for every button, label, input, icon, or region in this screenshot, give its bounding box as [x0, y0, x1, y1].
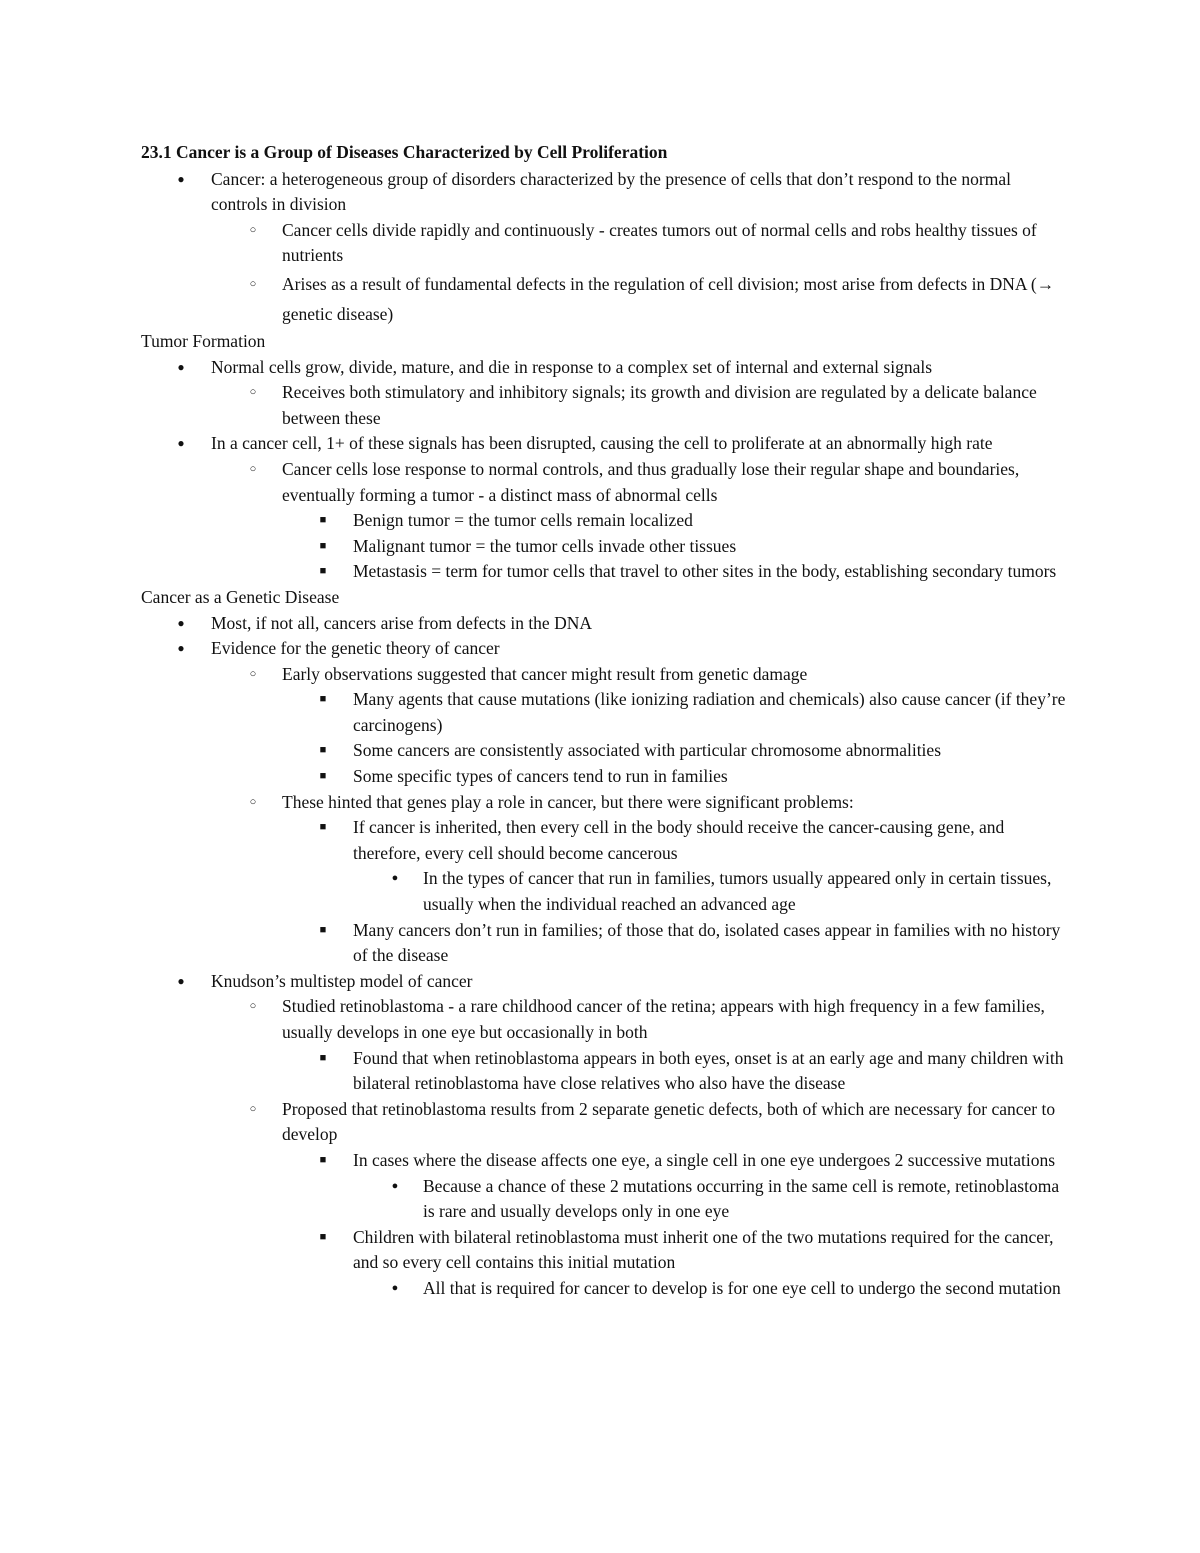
bullet-marker: ○ [249, 462, 257, 475]
intro-list [141, 167, 1071, 329]
bullet-marker: ■ [319, 1230, 327, 1243]
list-item [141, 355, 1071, 381]
list-item [141, 380, 1071, 431]
document-page [141, 140, 1071, 1302]
bullet-marker: ■ [319, 770, 327, 783]
list-item-text: In a cancer cell, 1+ of these signals has been disrupted, causing the cell to proliferate at an abnormally high rate [211, 433, 993, 454]
bullet-marker: ○ [249, 795, 257, 808]
list-item [141, 1097, 1071, 1148]
bullet-marker: ■ [319, 744, 327, 757]
list-item [141, 918, 1071, 969]
list-item-text: Benign tumor = the tumor cells remain localized [353, 510, 693, 531]
bullet-marker: ○ [249, 1000, 257, 1013]
list-item-text: Receives both stimulatory and inhibitory signals; its growth and division are regulated by a delicate balance between these [282, 382, 1037, 428]
bullet-marker: ● [177, 359, 185, 374]
list-item-text: Normal cells grow, divide, mature, and die in response to a complex set of internal and external signals [211, 356, 933, 377]
list-item [141, 738, 1071, 764]
list-item [141, 866, 1071, 917]
list-item-text: Many agents that cause mutations (like ionizing radiation and chemicals) also cause cancer (if they’re carcinogens) [353, 689, 1066, 735]
list-item-text: Cancer: a heterogeneous group of disorders characterized by the presence of cells that don’t respond to the normal controls in division [211, 168, 1012, 215]
genetic-disease-heading: Cancer as a Genetic Disease [141, 586, 340, 607]
bullet-marker: ● [177, 973, 185, 988]
list-item-text: Some cancers are consistently associated with particular chromosome abnormalities [353, 740, 942, 761]
list-item-text: Some specific types of cancers tend to run in families [353, 766, 728, 787]
bullet-marker: ■ [319, 923, 327, 936]
bullet-marker: ● [177, 436, 185, 451]
list-item-text: Knudson’s multistep model of cancer [211, 970, 473, 991]
list-item-text: Early observations suggested that cancer might result from genetic damage [282, 663, 808, 684]
bullet-marker: ■ [319, 1153, 327, 1166]
list-item [141, 764, 1071, 790]
list-item [141, 662, 1071, 688]
genetic-disease-list [141, 611, 1071, 1302]
list-item-text: Cancer cells lose response to normal controls, and thus gradually lose their regular shape and boundaries, eventually forming a tumor - a distinct mass of abnormal cells [282, 458, 1020, 505]
list-item-text: In cases where the disease affects one eye, a single cell in one eye undergoes 2 successive mutations [353, 1149, 1056, 1170]
bullet-marker: ■ [319, 565, 327, 578]
list-item-text: Proposed that retinoblastoma results from 2 separate genetic defects, both of which are necessary for cancer to develop [282, 1098, 1056, 1145]
list-item [141, 269, 1071, 329]
bullet-marker: ○ [249, 1102, 257, 1115]
list-item [141, 1276, 1071, 1302]
list-item [141, 508, 1071, 534]
list-item-text: These hinted that genes play a role in cancer, but there were significant problems: [282, 791, 854, 812]
list-item [141, 969, 1071, 995]
section-title: 23.1 Cancer is a Group of Diseases Characterized by Cell Proliferation [141, 142, 668, 162]
list-item [141, 1148, 1071, 1174]
bullet-marker: ● [391, 872, 399, 885]
list-item-text: Many cancers don’t run in families; of those that do, isolated cases appear in families with no history of the disease [353, 919, 1061, 966]
bullet-marker: ■ [319, 693, 327, 706]
list-item [141, 1225, 1071, 1276]
list-item-text: If cancer is inherited, then every cell in the body should receive the cancer-causing gene, and therefore, every cell should become cancerous [353, 817, 1005, 863]
list-item [141, 431, 1071, 457]
list-item-text: Studied retinoblastoma - a rare childhood cancer of the retina; appears with high frequency in a few families, usually develops in one eye but occasionally in both [282, 996, 1045, 1042]
bullet-marker: ■ [319, 1051, 327, 1064]
list-item-text: Evidence for the genetic theory of cancer [211, 638, 500, 659]
bullet-marker: ● [177, 171, 185, 186]
list-item [141, 534, 1071, 560]
list-item-text: Cancer cells divide rapidly and continuously - creates tumors out of normal cells and robs healthy tissues of nutrients [282, 219, 1037, 266]
list-item [141, 167, 1071, 218]
list-item [141, 457, 1071, 508]
list-item [141, 611, 1071, 637]
tumor-formation-list [141, 355, 1071, 585]
bullet-marker: ● [391, 1281, 399, 1294]
list-item [141, 687, 1071, 738]
list-item-text: Malignant tumor = the tumor cells invade other tissues [353, 535, 737, 556]
list-item [141, 636, 1071, 662]
list-item [141, 994, 1071, 1045]
bullet-marker: ● [391, 1179, 399, 1192]
list-item [141, 790, 1071, 816]
list-item-text: Children with bilateral retinoblastoma must inherit one of the two mutations required for the cancer, and so every cell contains this initial mutation [353, 1226, 1054, 1273]
bullet-marker: ■ [319, 539, 327, 552]
list-item [141, 1174, 1071, 1225]
list-item [141, 218, 1071, 269]
list-item [141, 559, 1071, 585]
list-item-text: Found that when retinoblastoma appears in both eyes, onset is at an early age and many children with bilateral retinoblastoma have close relatives who also have the disease [353, 1047, 1064, 1094]
list-item-text: All that is required for cancer to develop is for one eye cell to undergo the second mutation [423, 1277, 1061, 1298]
bullet-marker: ● [177, 641, 185, 656]
list-item [141, 1046, 1071, 1097]
bullet-marker: ■ [319, 821, 327, 834]
list-item-text: Because a chance of these 2 mutations occurring in the same cell is remote, retinoblastoma is rare and usually develops only in one eye [423, 1175, 1060, 1222]
bullet-marker: ● [177, 615, 185, 630]
tumor-formation-heading: Tumor Formation [141, 330, 266, 351]
bullet-marker: ○ [249, 386, 257, 399]
list-item [141, 815, 1071, 866]
list-item-text: Most, if not all, cancers arise from defects in the DNA [211, 612, 592, 633]
list-item-text: In the types of cancer that run in families, tumors usually appeared only in certain tissues, usually when the individual reached an advanced age [423, 868, 1052, 915]
bullet-marker: ○ [249, 667, 257, 680]
bullet-marker: ○ [249, 223, 257, 236]
bullet-marker: ■ [319, 514, 327, 527]
list-item-text: Metastasis = term for tumor cells that travel to other sites in the body, establishing secondary tumors [353, 561, 1057, 582]
list-item-text: Arises as a result of fundamental defects in the regulation of cell division; most arise from defects in DNA (→ genetic disease) [282, 273, 1055, 324]
bullet-marker: ○ [249, 277, 257, 290]
